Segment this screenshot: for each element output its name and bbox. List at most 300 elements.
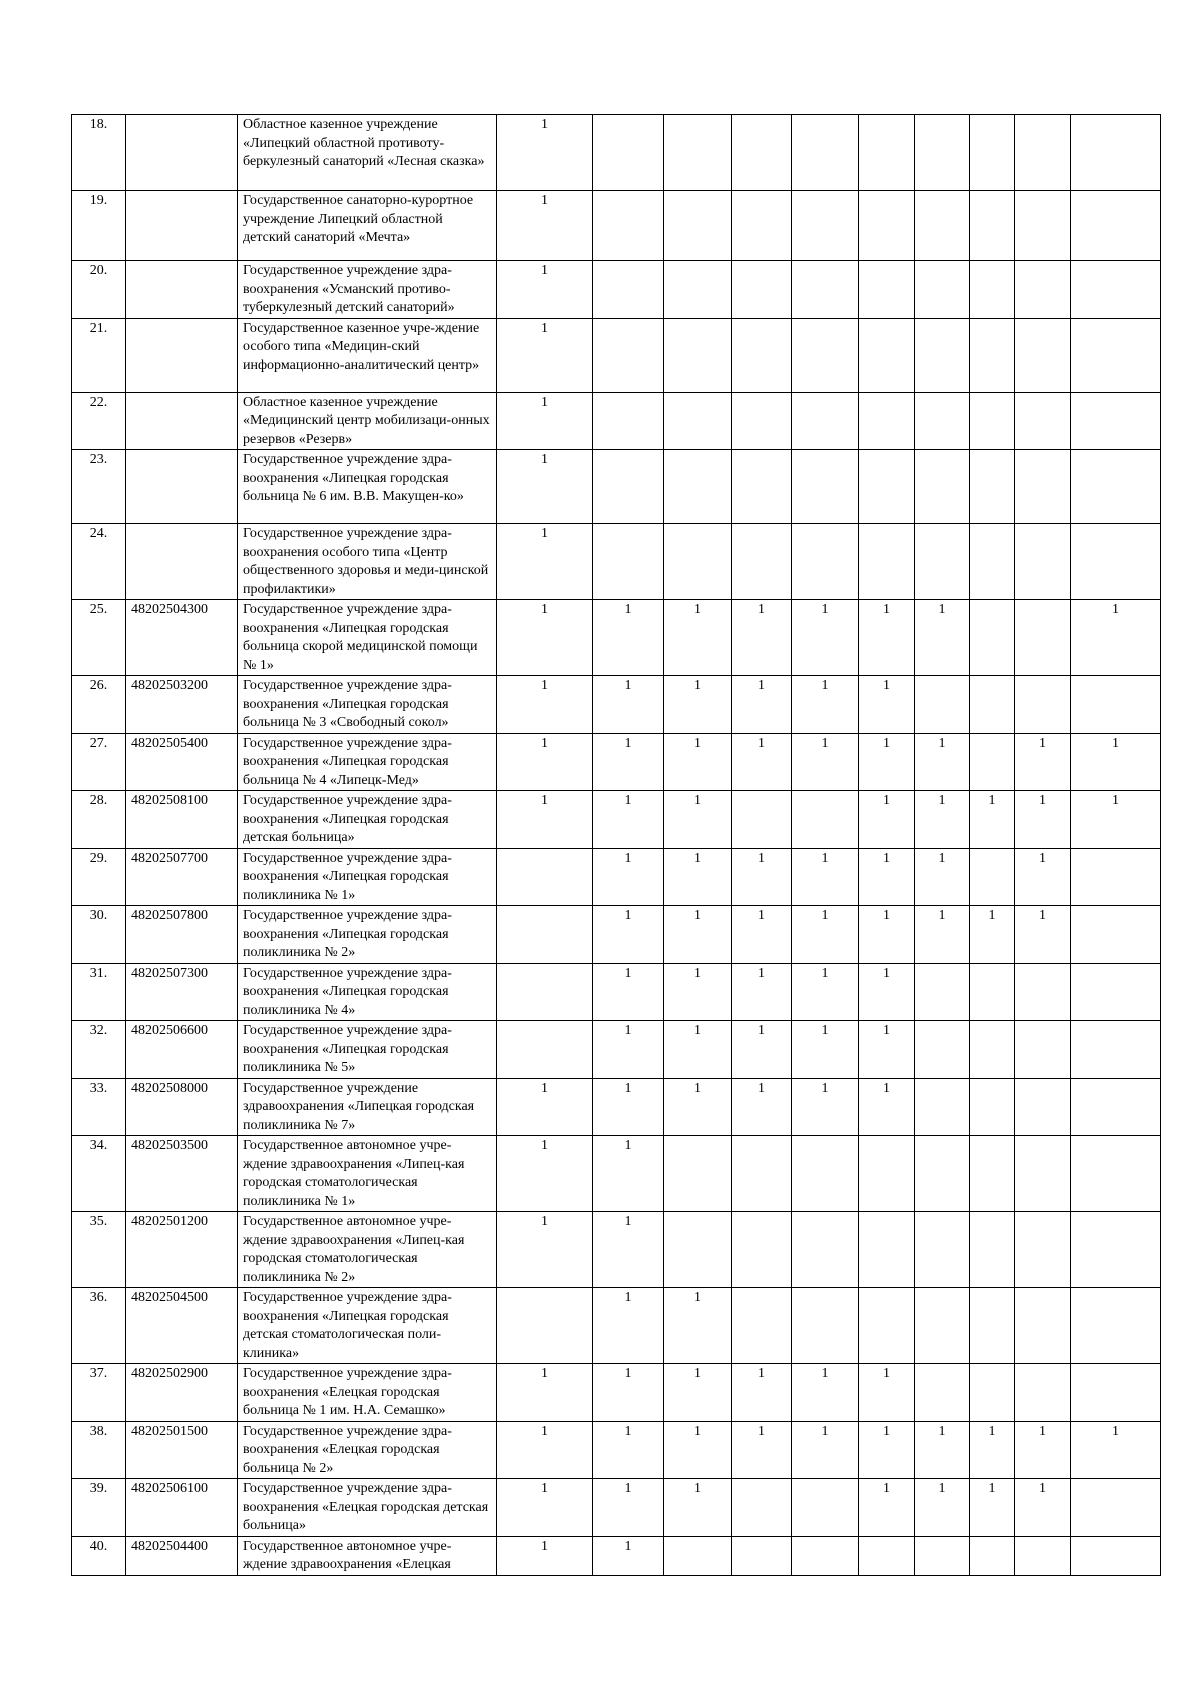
table-row [72,1212,1161,1288]
mark-cell: 1 [915,791,970,849]
table-row [72,676,1161,734]
table-row [72,600,1161,676]
mark-cell [664,318,732,392]
mark-cell [1015,450,1071,524]
mark-cell [732,1479,792,1537]
mark-cell: 1 [970,906,1015,964]
table-body [72,115,1161,1576]
mark-cell [792,261,859,319]
mark-cell [792,1479,859,1537]
mark-cell: 1 [497,318,593,392]
mark-cell: 1 [859,1364,915,1422]
mark-cell [1015,318,1071,392]
row-number-cell: 26. [72,676,126,734]
mark-cell [792,392,859,450]
table-row [72,906,1161,964]
institution-name-cell: Государственное автономное учре-ждение здравоохранения «Липец-кая городская стоматологическая поликлиника № 1» [238,1136,497,1212]
mark-cell: 1 [497,676,593,734]
mark-cell [1071,524,1161,600]
mark-cell: 1 [497,1364,593,1422]
mark-cell: 1 [593,676,664,734]
institution-name-cell: Государственное учреждение здра-воохранения «Усманский противо-туберкулезный детский санаторий» [238,261,497,319]
table-row [72,1479,1161,1537]
mark-cell [732,524,792,600]
mark-cell [859,1536,915,1575]
mark-cell: 1 [732,963,792,1021]
mark-cell [970,963,1015,1021]
mark-cell [497,848,593,906]
institution-code-cell: 48202504400 [126,1536,238,1575]
institution-name-cell: Государственное учреждение здра-воохранения «Липецкая городская поликлиника № 5» [238,1021,497,1079]
table-row [72,1021,1161,1079]
row-number-cell: 31. [72,963,126,1021]
institution-name-cell: Государственное учреждение здра-воохранения «Елецкая городская больница № 1 им. Н.А. Семашко» [238,1364,497,1422]
table-row [72,791,1161,849]
mark-cell [1071,1136,1161,1212]
mark-cell [915,115,970,191]
mark-cell: 1 [1015,1421,1071,1479]
mark-cell [1015,191,1071,261]
mark-cell: 1 [915,733,970,791]
institution-name-cell: Государственное учреждение здра-воохранения «Липецкая городская поликлиника № 4» [238,963,497,1021]
mark-cell [859,1136,915,1212]
institution-name-cell: Государственное учреждение здра-воохранения «Липецкая городская больница № 3 «Свободный сокол» [238,676,497,734]
mark-cell [732,318,792,392]
institution-code-cell: 48202506100 [126,1479,238,1537]
mark-cell: 1 [792,848,859,906]
mark-cell: 1 [497,600,593,676]
mark-cell [732,791,792,849]
mark-cell [915,392,970,450]
mark-cell [1071,1364,1161,1422]
institution-code-cell [126,318,238,392]
mark-cell [970,1136,1015,1212]
mark-cell: 1 [593,1078,664,1136]
mark-cell [970,1536,1015,1575]
mark-cell [1015,524,1071,600]
mark-cell: 1 [664,600,732,676]
mark-cell [1071,1479,1161,1537]
table-row [72,848,1161,906]
mark-cell: 1 [732,600,792,676]
mark-cell: 1 [732,1021,792,1079]
mark-cell: 1 [732,1078,792,1136]
mark-cell: 1 [732,676,792,734]
mark-cell: 1 [732,848,792,906]
mark-cell: 1 [593,791,664,849]
mark-cell [970,848,1015,906]
mark-cell: 1 [593,963,664,1021]
mark-cell [859,115,915,191]
mark-cell [792,1212,859,1288]
mark-cell: 1 [664,1288,732,1364]
mark-cell [664,1536,732,1575]
table-row [72,963,1161,1021]
mark-cell: 1 [664,906,732,964]
mark-cell [859,318,915,392]
table-row [72,261,1161,319]
mark-cell [1015,392,1071,450]
mark-cell [732,450,792,524]
mark-cell: 1 [1015,906,1071,964]
mark-cell: 1 [859,1421,915,1479]
mark-cell [1015,1364,1071,1422]
row-number-cell: 19. [72,191,126,261]
institution-name-cell: Государственное учреждение здра-воохранения «Липецкая городская поликлиника № 1» [238,848,497,906]
mark-cell [970,676,1015,734]
institution-code-cell: 48202503200 [126,676,238,734]
mark-cell [1015,963,1071,1021]
mark-cell [1071,1021,1161,1079]
mark-cell [593,115,664,191]
row-number-cell: 28. [72,791,126,849]
mark-cell [970,1212,1015,1288]
row-number-cell: 29. [72,848,126,906]
mark-cell [792,524,859,600]
mark-cell: 1 [593,1421,664,1479]
mark-cell: 1 [497,1479,593,1537]
mark-cell [1071,848,1161,906]
mark-cell [792,450,859,524]
mark-cell [1071,1288,1161,1364]
mark-cell [664,1212,732,1288]
table-row [72,1536,1161,1575]
mark-cell: 1 [859,906,915,964]
mark-cell: 1 [792,1021,859,1079]
mark-cell: 1 [792,1364,859,1422]
institution-code-cell: 48202505400 [126,733,238,791]
mark-cell: 1 [792,733,859,791]
mark-cell: 1 [732,1421,792,1479]
mark-cell [732,191,792,261]
mark-cell: 1 [664,733,732,791]
row-number-cell: 23. [72,450,126,524]
mark-cell [915,1536,970,1575]
mark-cell [1015,1212,1071,1288]
mark-cell: 1 [859,600,915,676]
mark-cell: 1 [792,906,859,964]
mark-cell [664,1136,732,1212]
mark-cell: 1 [593,733,664,791]
institution-code-cell: 48202503500 [126,1136,238,1212]
row-number-cell: 32. [72,1021,126,1079]
institution-code-cell: 48202508100 [126,791,238,849]
institution-code-cell [126,392,238,450]
table-row [72,191,1161,261]
row-number-cell: 38. [72,1421,126,1479]
mark-cell: 1 [593,1479,664,1537]
mark-cell: 1 [664,1421,732,1479]
mark-cell [1071,115,1161,191]
mark-cell [732,261,792,319]
mark-cell [1015,1021,1071,1079]
institution-code-cell: 48202507700 [126,848,238,906]
institution-code-cell [126,524,238,600]
mark-cell: 1 [792,676,859,734]
mark-cell [859,524,915,600]
mark-cell: 1 [859,963,915,1021]
mark-cell [792,191,859,261]
table-row [72,1078,1161,1136]
institution-code-cell: 48202507800 [126,906,238,964]
row-number-cell: 18. [72,115,126,191]
institution-code-cell: 48202507300 [126,963,238,1021]
mark-cell [915,1212,970,1288]
mark-cell [915,1078,970,1136]
table-row [72,115,1161,191]
mark-cell [859,392,915,450]
mark-cell [792,1136,859,1212]
mark-cell: 1 [497,524,593,600]
mark-cell: 1 [859,1078,915,1136]
mark-cell: 1 [1015,733,1071,791]
mark-cell [970,733,1015,791]
mark-cell: 1 [1071,733,1161,791]
mark-cell: 1 [497,1078,593,1136]
institution-name-cell: Областное казенное учреждение «Липецкий областной противоту-беркулезный санаторий «Лесная сказка» [238,115,497,191]
mark-cell [1015,600,1071,676]
mark-cell [970,392,1015,450]
mark-cell: 1 [593,600,664,676]
mark-cell [664,115,732,191]
mark-cell [915,450,970,524]
institution-name-cell: Государственное учреждение здра-воохранения «Елецкая городская больница № 2» [238,1421,497,1479]
mark-cell [970,524,1015,600]
mark-cell [915,963,970,1021]
institution-code-cell: 48202504300 [126,600,238,676]
mark-cell: 1 [664,1364,732,1422]
mark-cell: 1 [1071,600,1161,676]
row-number-cell: 35. [72,1212,126,1288]
mark-cell [497,1288,593,1364]
mark-cell [664,392,732,450]
institution-name-cell: Государственное учреждение здра-воохранения «Липецкая городская детская больница» [238,791,497,849]
institution-code-cell: 48202508000 [126,1078,238,1136]
mark-cell [859,1288,915,1364]
mark-cell: 1 [792,963,859,1021]
mark-cell [792,1288,859,1364]
institution-name-cell: Государственное учреждение здра-воохранения «Липецкая городская поликлиника № 2» [238,906,497,964]
row-number-cell: 24. [72,524,126,600]
mark-cell [915,1021,970,1079]
mark-cell [497,906,593,964]
institution-code-cell: 48202504500 [126,1288,238,1364]
mark-cell: 1 [497,191,593,261]
mark-cell: 1 [792,1421,859,1479]
mark-cell: 1 [970,1479,1015,1537]
mark-cell [915,1136,970,1212]
mark-cell [593,524,664,600]
table-row [72,392,1161,450]
mark-cell [970,600,1015,676]
mark-cell: 1 [497,733,593,791]
mark-cell: 1 [497,791,593,849]
mark-cell: 1 [1015,848,1071,906]
mark-cell: 1 [593,1364,664,1422]
mark-cell [970,1288,1015,1364]
mark-cell [732,1136,792,1212]
mark-cell [1071,676,1161,734]
mark-cell: 1 [593,848,664,906]
mark-cell: 1 [593,1212,664,1288]
mark-cell [1071,1536,1161,1575]
mark-cell: 1 [593,1536,664,1575]
mark-cell [732,1212,792,1288]
mark-cell [593,450,664,524]
mark-cell [915,676,970,734]
mark-cell [1071,450,1161,524]
mark-cell [1071,392,1161,450]
mark-cell [970,1364,1015,1422]
mark-cell: 1 [915,848,970,906]
mark-cell: 1 [664,676,732,734]
mark-cell: 1 [732,906,792,964]
mark-cell [732,392,792,450]
mark-cell [970,1021,1015,1079]
row-number-cell: 36. [72,1288,126,1364]
mark-cell [792,1536,859,1575]
mark-cell [1015,1536,1071,1575]
row-number-cell: 34. [72,1136,126,1212]
mark-cell: 1 [664,963,732,1021]
mark-cell [664,191,732,261]
mark-cell [859,191,915,261]
mark-cell [792,115,859,191]
institution-code-cell: 48202501500 [126,1421,238,1479]
institution-code-cell [126,191,238,261]
mark-cell [859,450,915,524]
mark-cell [1015,1078,1071,1136]
mark-cell [1071,906,1161,964]
mark-cell [970,318,1015,392]
row-number-cell: 21. [72,318,126,392]
mark-cell [1071,261,1161,319]
institution-name-cell: Государственное казенное учре-ждение особого типа «Медицин-ский информационно-аналитический центр» [238,318,497,392]
table-row [72,1136,1161,1212]
mark-cell [915,318,970,392]
mark-cell [859,261,915,319]
mark-cell [915,524,970,600]
institution-name-cell: Государственное автономное учре-ждение здравоохранения «Елецкая [238,1536,497,1575]
institution-code-cell: 48202501200 [126,1212,238,1288]
mark-cell: 1 [859,848,915,906]
mark-cell [1015,1136,1071,1212]
mark-cell: 1 [1071,791,1161,849]
mark-cell: 1 [497,450,593,524]
mark-cell: 1 [593,906,664,964]
mark-cell [664,524,732,600]
mark-cell [1071,1078,1161,1136]
mark-cell [1015,261,1071,319]
mark-cell: 1 [732,1364,792,1422]
mark-cell: 1 [915,1479,970,1537]
institution-name-cell: Государственное автономное учре-ждение здравоохранения «Липец-кая городская стоматологическая поликлиника № 2» [238,1212,497,1288]
mark-cell: 1 [1015,791,1071,849]
institution-name-cell: Государственное учреждение здра-воохранения «Липецкая городская больница № 6 им. В.В. Макущен-ко» [238,450,497,524]
institutions-table [71,114,1161,1576]
mark-cell [497,963,593,1021]
mark-cell: 1 [859,1021,915,1079]
row-number-cell: 20. [72,261,126,319]
mark-cell [970,261,1015,319]
mark-cell: 1 [1015,1479,1071,1537]
mark-cell [792,318,859,392]
mark-cell: 1 [664,791,732,849]
institution-name-cell: Государственное учреждение здра-воохранения «Липецкая городская больница № 4 «Липецк-Мед» [238,733,497,791]
mark-cell: 1 [664,1021,732,1079]
mark-cell [970,115,1015,191]
mark-cell: 1 [497,261,593,319]
table-row [72,450,1161,524]
mark-cell: 1 [497,1212,593,1288]
mark-cell: 1 [593,1021,664,1079]
table-row [72,318,1161,392]
mark-cell [970,450,1015,524]
mark-cell: 1 [732,733,792,791]
mark-cell: 1 [664,1479,732,1537]
mark-cell [1071,963,1161,1021]
mark-cell: 1 [859,676,915,734]
mark-cell: 1 [497,1536,593,1575]
mark-cell: 1 [792,1078,859,1136]
mark-cell [859,1212,915,1288]
table-row [72,524,1161,600]
mark-cell [664,450,732,524]
institution-code-cell [126,115,238,191]
mark-cell: 1 [915,1421,970,1479]
institution-name-cell: Государственное учреждение здравоохранения «Липецкая городская поликлиника № 7» [238,1078,497,1136]
mark-cell: 1 [859,791,915,849]
mark-cell [593,318,664,392]
mark-cell: 1 [664,848,732,906]
institution-name-cell: Государственное учреждение здра-воохранения «Елецкая городская детская больница» [238,1479,497,1537]
table-row [72,1364,1161,1422]
mark-cell: 1 [664,1078,732,1136]
table-row [72,733,1161,791]
mark-cell: 1 [593,1136,664,1212]
mark-cell [593,392,664,450]
mark-cell: 1 [593,1288,664,1364]
institution-code-cell: 48202502900 [126,1364,238,1422]
mark-cell [1071,191,1161,261]
mark-cell: 1 [1071,1421,1161,1479]
institution-name-cell: Государственное санаторно-курортное учреждение Липецкий областной детский санаторий «Мечта» [238,191,497,261]
mark-cell: 1 [859,733,915,791]
mark-cell: 1 [970,1421,1015,1479]
institution-code-cell [126,261,238,319]
row-number-cell: 37. [72,1364,126,1422]
row-number-cell: 40. [72,1536,126,1575]
institution-name-cell: Областное казенное учреждение «Медицинский центр мобилизаци-онных резервов «Резерв» [238,392,497,450]
mark-cell [732,1288,792,1364]
mark-cell [1071,318,1161,392]
row-number-cell: 27. [72,733,126,791]
mark-cell: 1 [859,1479,915,1537]
mark-cell: 1 [497,1136,593,1212]
mark-cell [1015,1288,1071,1364]
mark-cell: 1 [915,600,970,676]
mark-cell: 1 [970,791,1015,849]
institution-name-cell: Государственное учреждение здра-воохранения особого типа «Центр общественного здоровья и меди-цинской профилактики» [238,524,497,600]
mark-cell [593,191,664,261]
row-number-cell: 30. [72,906,126,964]
mark-cell: 1 [497,115,593,191]
row-number-cell: 33. [72,1078,126,1136]
mark-cell [497,1021,593,1079]
mark-cell [970,1078,1015,1136]
mark-cell [792,791,859,849]
mark-cell: 1 [497,392,593,450]
